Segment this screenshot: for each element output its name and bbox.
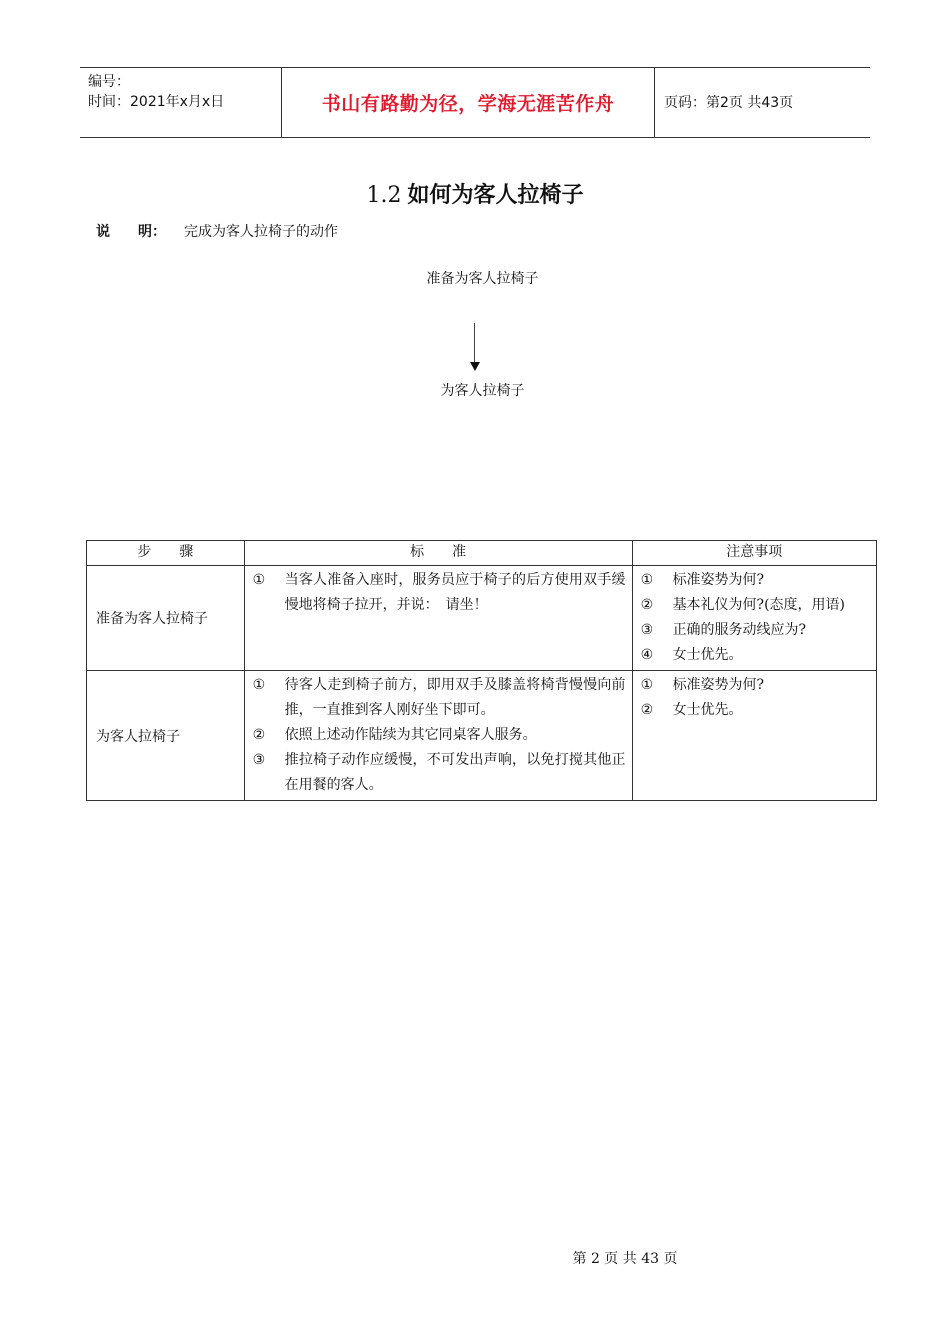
section-number: 1.2	[366, 183, 402, 208]
description	[96, 221, 338, 241]
header-page-label: 页码：第2页 共43页	[664, 95, 794, 111]
header-motto-cell	[281, 68, 655, 137]
item-text: 标准姿势为何?	[672, 572, 765, 588]
column-header-standard: 标 准	[244, 541, 632, 566]
description-label: 说 明：	[96, 224, 166, 240]
flow-arrow-head	[470, 362, 480, 371]
flow-start: 准备为客人拉椅子	[426, 271, 539, 287]
item-text: 当客人准备入座时，服务员应于椅子的后方使用双手缓慢地将椅子拉开，并说： 请坐！	[284, 572, 626, 613]
standards-cell	[244, 566, 632, 671]
header-motto: 书山有路勤为径，学海无涯苦作舟	[321, 93, 615, 115]
section-title: 如何为客人拉椅子	[407, 183, 584, 208]
list-item	[641, 593, 870, 618]
flow-arrow-line	[474, 323, 475, 363]
item-text: 推拉椅子动作应缓慢，不可发出声响，以免打搅其他正在用餐的客人。	[284, 752, 626, 793]
table-row	[87, 566, 877, 671]
item-text: 基本礼仪为何?(态度，用语)	[672, 597, 845, 613]
description-text: 完成为客人拉椅子的动作	[184, 224, 338, 240]
item-marker: ①	[640, 677, 654, 693]
item-marker: ③	[252, 752, 266, 768]
item-marker: ①	[252, 677, 266, 693]
step-name: 为客人拉椅子	[87, 671, 245, 801]
item-marker: ③	[640, 622, 654, 638]
column-header-notes: 注意事项	[632, 541, 876, 566]
list-item	[253, 748, 626, 798]
list-item	[253, 673, 626, 723]
item-text: 标准姿势为何?	[672, 677, 765, 693]
list-item	[641, 673, 870, 698]
column-header-step: 步 骤	[87, 541, 245, 566]
item-marker: ②	[640, 702, 654, 718]
list-item	[641, 568, 870, 593]
standards-cell	[244, 671, 632, 801]
item-text: 女士优先。	[672, 647, 743, 663]
item-text: 待客人走到椅子前方，即用双手及膝盖将椅背慢慢向前推，一直推到客人刚好坐下即可。	[284, 677, 626, 718]
notes-cell	[632, 566, 876, 671]
step-name: 准备为客人拉椅子	[87, 566, 245, 671]
item-marker: ②	[640, 597, 654, 613]
header-meta	[88, 72, 283, 112]
item-marker: ②	[252, 727, 266, 743]
notes-cell	[632, 671, 876, 801]
table-row	[87, 671, 877, 801]
item-text: 依照上述动作陆续为其它同桌客人服务。	[284, 727, 537, 743]
page-header	[80, 67, 870, 138]
item-marker: ④	[640, 647, 654, 663]
item-marker: ①	[252, 572, 266, 588]
page-footer: 第 2 页 共 43 页	[572, 1251, 678, 1267]
list-item	[641, 643, 870, 668]
doc-number-label: 编号：	[88, 74, 130, 90]
list-item	[641, 698, 870, 723]
list-item	[253, 568, 626, 618]
list-item	[641, 618, 870, 643]
steps-table	[86, 540, 877, 801]
item-text: 女士优先。	[672, 702, 743, 718]
table-header-row	[87, 541, 877, 566]
item-text: 正确的服务动线应为?	[672, 622, 807, 638]
item-marker: ①	[640, 572, 654, 588]
list-item	[253, 723, 626, 748]
page-title	[0, 178, 950, 209]
flow-end: 为客人拉椅子	[440, 383, 525, 399]
doc-time-label: 时间：2021年x月x日	[88, 94, 225, 110]
